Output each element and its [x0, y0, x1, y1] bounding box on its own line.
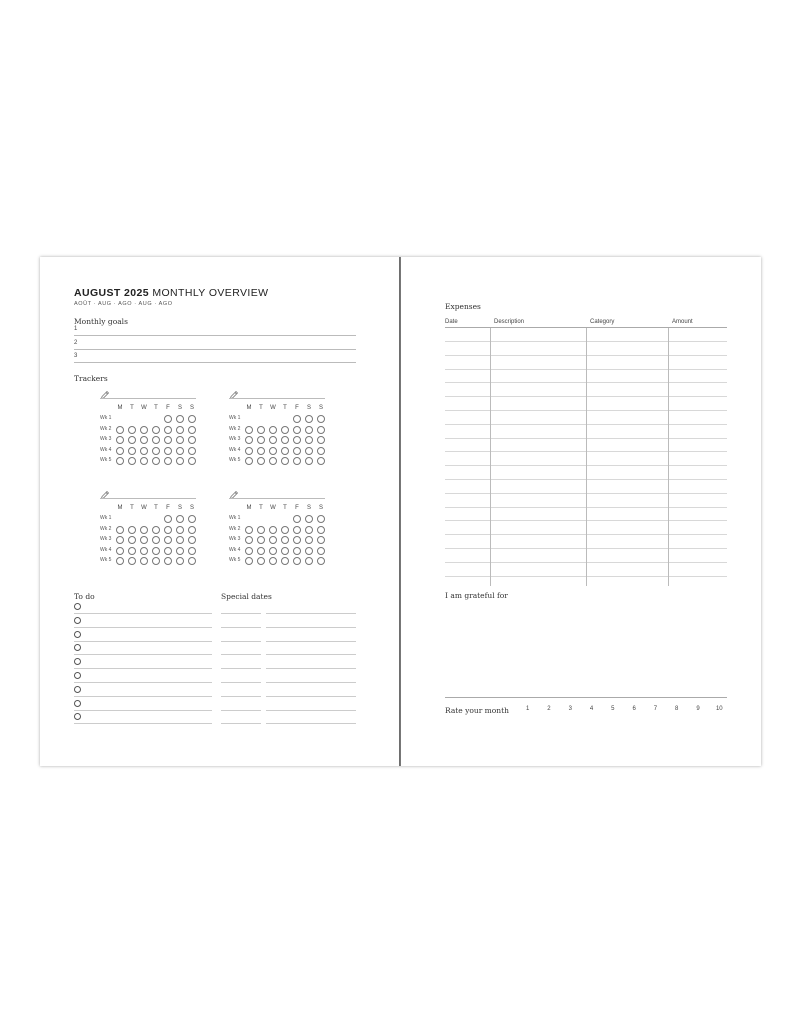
circle-icon[interactable] [176, 415, 184, 423]
special-date-row[interactable] [221, 600, 356, 614]
circle-icon[interactable] [140, 457, 148, 465]
circle-icon[interactable] [188, 557, 196, 565]
special-date-row[interactable] [221, 614, 356, 628]
circle-icon[interactable] [245, 547, 253, 555]
circle-icon[interactable] [176, 557, 184, 565]
circle-icon[interactable] [140, 557, 148, 565]
circle-icon[interactable] [305, 526, 313, 534]
circle-icon[interactable] [176, 457, 184, 465]
goal-line[interactable] [74, 340, 356, 350]
circle-icon[interactable] [116, 436, 124, 444]
circle-icon[interactable] [317, 557, 325, 565]
tracker-week-row [100, 525, 210, 535]
tracker-title-line[interactable] [100, 498, 196, 499]
circle-icon[interactable] [269, 457, 277, 465]
circle-icon[interactable] [317, 415, 325, 423]
todo-item[interactable] [74, 614, 212, 628]
monthly-goals-heading: Monthly goals [74, 317, 128, 326]
circle-icon[interactable] [245, 436, 253, 444]
rate-option[interactable]: 2 [547, 706, 551, 712]
circle-icon[interactable] [164, 457, 172, 465]
circle-icon[interactable] [128, 526, 136, 534]
circle-icon[interactable] [164, 426, 172, 434]
habit-tracker [100, 387, 210, 482]
special-date-row[interactable] [221, 628, 356, 642]
circle-icon[interactable] [245, 426, 253, 434]
weekday-label: S [318, 405, 323, 411]
rate-scale [517, 706, 730, 712]
circle-icon[interactable] [176, 547, 184, 555]
monthly-overview-page [40, 257, 400, 766]
tracker-week-row [100, 556, 210, 566]
circle-icon[interactable] [140, 447, 148, 455]
week-label: Wk 5 [229, 457, 241, 463]
grateful-rule [445, 697, 727, 698]
circle-icon[interactable] [281, 536, 289, 544]
circle-icon[interactable] [116, 557, 124, 565]
week-label: Wk 3 [100, 436, 112, 442]
circle-icon[interactable] [152, 526, 160, 534]
weekday-header [243, 505, 327, 511]
circle-checkbox-icon[interactable] [74, 603, 81, 610]
grateful-heading: I am grateful for [445, 591, 508, 600]
circle-icon[interactable] [176, 536, 184, 544]
circle-checkbox-icon[interactable] [74, 672, 81, 679]
circle-icon[interactable] [317, 515, 325, 523]
weekday-label: T [259, 505, 263, 511]
circle-icon[interactable] [128, 457, 136, 465]
circle-icon[interactable] [128, 557, 136, 565]
habit-tracker [100, 487, 210, 582]
column-divider [668, 328, 669, 586]
circle-icon[interactable] [293, 415, 301, 423]
todo-heading: To do [74, 592, 95, 601]
circle-icon[interactable] [152, 547, 160, 555]
weekday-label: T [259, 405, 263, 411]
circle-icon[interactable] [293, 557, 301, 565]
weekday-label: F [295, 505, 299, 511]
circle-checkbox-icon[interactable] [74, 617, 81, 624]
expenses-table-header [445, 319, 727, 328]
weekday-label: T [130, 405, 134, 411]
tracker-week-row [100, 535, 210, 545]
weekday-label: S [189, 405, 194, 411]
week-label: Wk 3 [229, 436, 241, 442]
circle-icon[interactable] [317, 547, 325, 555]
tracker-week-row [100, 414, 210, 424]
date-field[interactable] [221, 723, 261, 724]
circle-icon[interactable] [317, 447, 325, 455]
rate-option[interactable]: 3 [568, 706, 572, 712]
circle-icon[interactable] [176, 515, 184, 523]
weekday-header [114, 405, 198, 411]
title-month: AUGUST 2025 [74, 287, 150, 299]
todo-item[interactable] [74, 600, 212, 614]
week-label: Wk 2 [100, 425, 112, 432]
weekday-label: S [318, 505, 323, 511]
pencil-icon [229, 487, 239, 497]
tracker-week-row [229, 435, 339, 445]
circle-icon[interactable] [281, 547, 289, 555]
rate-option[interactable]: 10 [715, 706, 723, 712]
goal-number: 3 [74, 353, 78, 359]
column-date: Date [445, 319, 458, 325]
page-title [74, 287, 268, 299]
column-divider [490, 328, 491, 586]
weekday-label: M [246, 505, 252, 511]
weekday-header [243, 405, 327, 411]
habit-tracker [229, 387, 339, 482]
todo-item[interactable] [74, 697, 212, 711]
circle-icon[interactable] [293, 457, 301, 465]
circle-icon[interactable] [128, 426, 136, 434]
week-label: Wk 4 [229, 546, 241, 553]
weekday-label: W [270, 505, 276, 511]
week-label: Wk 1 [229, 515, 241, 521]
circle-icon[interactable] [317, 526, 325, 534]
todo-item[interactable] [74, 641, 212, 655]
weekday-label: W [141, 405, 147, 411]
tracker-title-line[interactable] [229, 398, 325, 399]
circle-icon[interactable] [140, 547, 148, 555]
rate-option[interactable]: 8 [675, 706, 679, 712]
circle-icon[interactable] [317, 436, 325, 444]
rate-option[interactable]: 5 [611, 706, 615, 712]
planner-spread [40, 257, 761, 766]
rate-option[interactable]: 7 [653, 706, 658, 712]
circle-icon[interactable] [293, 447, 301, 455]
circle-icon[interactable] [317, 536, 325, 544]
circle-icon[interactable] [269, 436, 277, 444]
circle-icon[interactable] [176, 526, 184, 534]
weekday-label: M [117, 505, 123, 511]
circle-icon[interactable] [317, 426, 325, 434]
todo-item[interactable] [74, 683, 212, 697]
circle-checkbox-icon[interactable] [74, 658, 81, 665]
goal-number: 1 [74, 326, 78, 332]
circle-icon[interactable] [305, 415, 313, 423]
rate-option[interactable]: 4 [589, 706, 594, 712]
circle-icon[interactable] [305, 547, 313, 555]
circle-icon[interactable] [128, 447, 136, 455]
week-label: Wk 5 [229, 557, 241, 563]
week-label: Wk 1 [229, 415, 241, 421]
circle-icon[interactable] [269, 557, 277, 565]
circle-icon[interactable] [176, 447, 184, 455]
circle-icon[interactable] [188, 436, 196, 444]
circle-icon[interactable] [176, 436, 184, 444]
circle-icon[interactable] [188, 415, 196, 423]
tracker-title-line[interactable] [100, 398, 196, 399]
week-label: Wk 1 [100, 415, 112, 421]
circle-icon[interactable] [152, 557, 160, 565]
week-label: Wk 4 [100, 546, 112, 553]
week-label: Wk 4 [229, 446, 241, 453]
weekday-label: T [154, 405, 158, 411]
circle-checkbox-icon[interactable] [74, 644, 81, 651]
circle-icon[interactable] [257, 447, 265, 455]
rate-option[interactable]: 1 [525, 706, 530, 712]
circle-icon[interactable] [188, 447, 196, 455]
special-date-row[interactable] [221, 641, 356, 655]
rate-option[interactable]: 6 [632, 706, 636, 712]
special-date-row[interactable] [221, 710, 356, 724]
weekday-label: F [166, 505, 170, 511]
circle-checkbox-icon[interactable] [74, 686, 81, 693]
special-date-row[interactable] [221, 655, 356, 669]
circle-icon[interactable] [257, 557, 265, 565]
tracker-week-row [229, 456, 339, 466]
column-amount: Amount [672, 319, 693, 325]
tracker-week-row [100, 446, 210, 456]
circle-icon[interactable] [116, 426, 124, 434]
weekday-label: S [177, 405, 182, 411]
circle-icon[interactable] [164, 536, 172, 544]
rate-option[interactable]: 9 [696, 706, 700, 712]
circle-icon[interactable] [269, 526, 277, 534]
circle-icon[interactable] [281, 526, 289, 534]
week-label: Wk 3 [229, 536, 241, 542]
weekday-label: S [189, 505, 194, 511]
weekday-label: F [166, 405, 170, 411]
pencil-icon [100, 387, 110, 397]
circle-icon[interactable] [188, 426, 196, 434]
tracker-title-line[interactable] [229, 498, 325, 499]
weekday-label: T [283, 405, 287, 411]
weekday-label: S [177, 505, 182, 511]
circle-icon[interactable] [128, 436, 136, 444]
weekday-label: M [246, 405, 252, 411]
circle-icon[interactable] [140, 536, 148, 544]
weekday-label: S [306, 505, 311, 511]
todo-item[interactable] [74, 669, 212, 683]
tracker-week-row [229, 446, 339, 456]
circle-icon[interactable] [188, 536, 196, 544]
tracker-week-row [229, 535, 339, 545]
tracker-week-row [229, 556, 339, 566]
circle-icon[interactable] [305, 447, 313, 455]
tracker-week-row [100, 425, 210, 435]
circle-icon[interactable] [305, 436, 313, 444]
todo-item[interactable] [74, 710, 212, 724]
circle-icon[interactable] [188, 526, 196, 534]
week-label: Wk 1 [100, 515, 112, 521]
weekday-label: W [141, 505, 147, 511]
circle-icon[interactable] [305, 426, 313, 434]
circle-icon[interactable] [140, 436, 148, 444]
circle-icon[interactable] [293, 547, 301, 555]
week-label: Wk 2 [229, 525, 241, 532]
tracker-week-row [229, 425, 339, 435]
circle-icon[interactable] [152, 536, 160, 544]
column-divider [586, 328, 587, 586]
circle-icon[interactable] [128, 547, 136, 555]
special-date-row[interactable] [221, 683, 356, 697]
circle-icon[interactable] [257, 457, 265, 465]
circle-icon[interactable] [152, 457, 160, 465]
circle-icon[interactable] [281, 436, 289, 444]
goal-line[interactable] [74, 353, 356, 363]
weekday-label: T [130, 505, 134, 511]
expenses-page [401, 257, 761, 766]
circle-icon[interactable] [269, 536, 277, 544]
tracker-week-row [100, 514, 210, 524]
circle-icon[interactable] [293, 526, 301, 534]
circle-icon[interactable] [269, 447, 277, 455]
circle-icon[interactable] [164, 547, 172, 555]
special-date-row[interactable] [221, 669, 356, 683]
circle-icon[interactable] [305, 536, 313, 544]
circle-icon[interactable] [116, 536, 124, 544]
tracker-week-row [229, 514, 339, 524]
circle-icon[interactable] [305, 515, 313, 523]
circle-icon[interactable] [281, 447, 289, 455]
circle-icon[interactable] [152, 436, 160, 444]
goal-number: 2 [74, 339, 78, 346]
circle-icon[interactable] [116, 457, 124, 465]
column-description: Description [494, 319, 525, 325]
week-label: Wk 2 [229, 425, 241, 432]
circle-icon[interactable] [116, 547, 124, 555]
circle-icon[interactable] [269, 426, 277, 434]
circle-icon[interactable] [164, 447, 172, 455]
occasion-field[interactable] [266, 723, 356, 724]
tracker-week-row [100, 456, 210, 466]
circle-icon[interactable] [293, 536, 301, 544]
week-label: Wk 5 [100, 457, 112, 463]
tracker-week-row [229, 546, 339, 556]
circle-icon[interactable] [257, 536, 265, 544]
circle-icon[interactable] [164, 557, 172, 565]
circle-icon[interactable] [305, 557, 313, 565]
circle-icon[interactable] [281, 457, 289, 465]
circle-icon[interactable] [245, 457, 253, 465]
weekday-label: M [117, 405, 123, 411]
week-label: Wk 3 [100, 536, 112, 542]
circle-icon[interactable] [245, 526, 253, 534]
trackers-heading: Trackers [74, 374, 108, 383]
circle-icon[interactable] [188, 515, 196, 523]
circle-checkbox-icon[interactable] [74, 631, 81, 638]
circle-icon[interactable] [245, 536, 253, 544]
circle-icon[interactable] [128, 536, 136, 544]
weekday-label: T [283, 505, 287, 511]
special-date-row[interactable] [221, 697, 356, 711]
circle-icon[interactable] [188, 457, 196, 465]
week-label: Wk 2 [100, 525, 112, 532]
circle-icon[interactable] [140, 426, 148, 434]
pencil-icon [229, 387, 239, 397]
circle-icon[interactable] [116, 526, 124, 534]
tracker-week-row [100, 435, 210, 445]
goal-line[interactable] [74, 326, 356, 336]
weekday-label: F [295, 405, 299, 411]
circle-icon[interactable] [245, 557, 253, 565]
circle-icon[interactable] [164, 526, 172, 534]
circle-icon[interactable] [293, 515, 301, 523]
circle-icon[interactable] [188, 547, 196, 555]
tracker-week-row [229, 525, 339, 535]
circle-icon[interactable] [269, 547, 277, 555]
week-label: Wk 5 [100, 557, 112, 563]
circle-icon[interactable] [257, 426, 265, 434]
circle-icon[interactable] [293, 436, 301, 444]
weekday-label: S [306, 405, 311, 411]
circle-icon[interactable] [305, 457, 313, 465]
todo-item[interactable] [74, 628, 212, 642]
circle-icon[interactable] [164, 515, 172, 523]
circle-icon[interactable] [281, 557, 289, 565]
weekday-label: W [270, 405, 276, 411]
special-dates-heading: Special dates [221, 592, 272, 601]
circle-icon[interactable] [164, 415, 172, 423]
circle-icon[interactable] [257, 436, 265, 444]
circle-checkbox-icon[interactable] [74, 713, 81, 720]
circle-icon[interactable] [317, 457, 325, 465]
circle-icon[interactable] [164, 436, 172, 444]
circle-icon[interactable] [281, 426, 289, 434]
circle-icon[interactable] [245, 447, 253, 455]
rate-month-label: Rate your month [445, 706, 509, 715]
tracker-week-row [100, 546, 210, 556]
circle-icon[interactable] [152, 447, 160, 455]
circle-icon[interactable] [257, 547, 265, 555]
circle-icon[interactable] [140, 526, 148, 534]
expenses-heading: Expenses [445, 302, 481, 311]
column-category: Category [590, 319, 615, 325]
todo-item[interactable] [74, 655, 212, 669]
circle-checkbox-icon[interactable] [74, 700, 81, 707]
week-label: Wk 4 [100, 446, 112, 453]
habit-tracker [229, 487, 339, 582]
circle-icon[interactable] [116, 447, 124, 455]
circle-icon[interactable] [257, 526, 265, 534]
weekday-label: T [154, 505, 158, 511]
weekday-header [114, 505, 198, 511]
pencil-icon [100, 487, 110, 497]
circle-icon[interactable] [152, 426, 160, 434]
title-overview: MONTHLY OVERVIEW [152, 287, 269, 299]
circle-icon[interactable] [176, 426, 184, 434]
page-subtitle: AOÛT · AUG · AGO · AUG · AGO [74, 301, 173, 307]
circle-icon[interactable] [293, 426, 301, 434]
tracker-week-row [229, 414, 339, 424]
